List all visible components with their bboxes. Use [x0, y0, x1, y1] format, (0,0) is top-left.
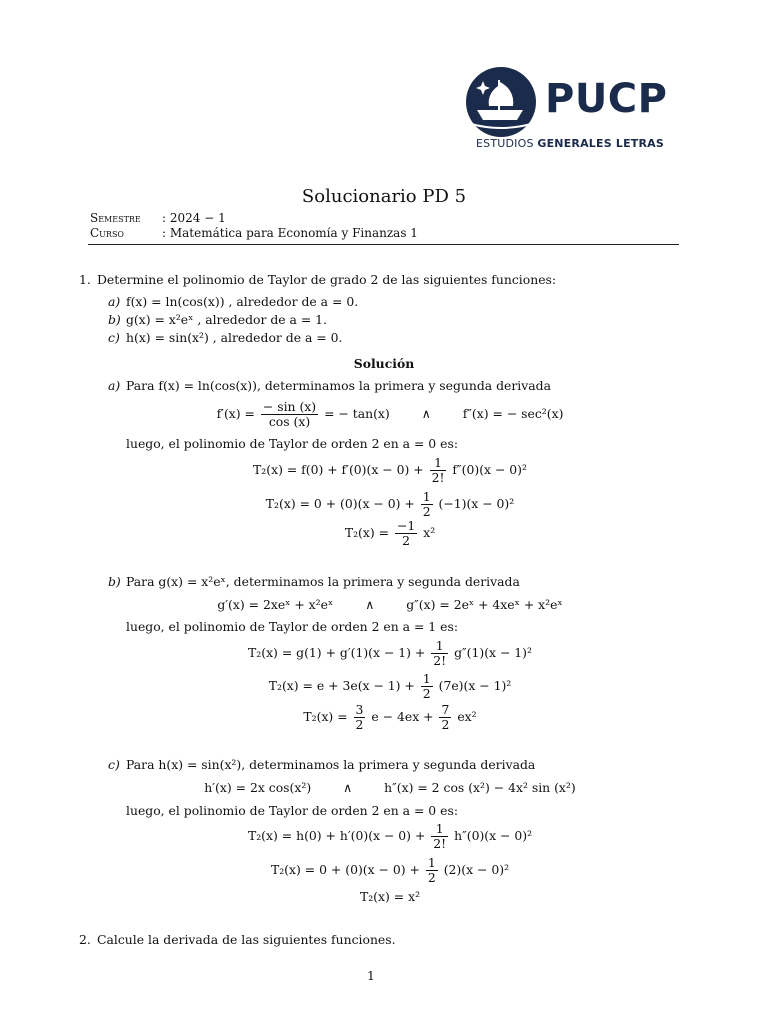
second-derivative: h″(x) = 2 cos (x²) − 4x² sin (x²) — [384, 780, 576, 795]
fraction-numerator: 3 — [355, 702, 364, 717]
part-a-label: a) — [108, 378, 121, 393]
fraction-denominator: 2 — [422, 686, 431, 701]
part-a-taylor-1 — [200, 456, 580, 485]
fraction-denominator: 2! — [433, 836, 447, 851]
part-c-derivatives — [180, 780, 600, 795]
taylor-fraction — [426, 856, 438, 885]
fraction-numerator: 1 — [431, 822, 448, 837]
taylor-fraction — [354, 703, 366, 732]
curso-label: Curso — [90, 226, 124, 240]
taylor-fraction — [421, 672, 433, 701]
taylor-lhs: T₂(x) = 0 + (0)(x − 0) + — [270, 862, 420, 877]
taylor-rhs: ex² — [457, 709, 477, 724]
part-b-intro: Para g(x) = x²eˣ, determinamos la primera y segunda derivada — [126, 574, 520, 589]
fraction-numerator: −1 — [396, 518, 416, 533]
header-divider — [88, 244, 679, 245]
part-b-taylor-3 — [200, 703, 580, 732]
q1-statement: Determine el polinomio de Taylor de grado 2 de las siguientes funciones: — [97, 272, 557, 287]
first-derivative: h′(x) = 2x cos(x²) — [204, 780, 312, 795]
taylor-fraction — [431, 639, 448, 668]
q1-item-label: b) — [108, 312, 121, 327]
fraction-denominator: 2 — [402, 533, 411, 548]
part-a-intro: Para f(x) = ln(cos(x)), determinamos la primera y segunda derivada — [126, 378, 551, 393]
q1-item-label: c) — [108, 330, 120, 345]
fraction-numerator: 1 — [422, 671, 431, 686]
pucp-logo — [463, 66, 679, 156]
semestre-label: Semestre — [90, 211, 141, 225]
fraction-numerator: 1 — [431, 639, 448, 654]
fraction-numerator: 1 — [430, 456, 447, 471]
fraction-numerator: 1 — [427, 855, 436, 870]
taylor-rhs: f″(0)(x − 0)² — [452, 462, 527, 477]
first-derivative: g′(x) = 2xeˣ + x²eˣ — [217, 597, 334, 612]
page-number: 1 — [367, 968, 375, 983]
taylor-rhs: (2)(x − 0)² — [443, 862, 510, 877]
q1-item-text: h(x) = sin(x²) , alrededor de a = 0. — [126, 330, 343, 345]
taylor-fraction — [439, 703, 451, 732]
logo-wordmark: PUCP — [545, 76, 668, 122]
part-c-taylor-3: T₂(x) = x² — [359, 889, 421, 904]
semestre-value: : 2024 − 1 — [162, 211, 226, 225]
deriv-rest: = − tan(x) — [324, 406, 390, 421]
q1-item-text: g(x) = x²eˣ , alrededor de a = 1. — [126, 312, 327, 327]
part-b-label: b) — [108, 574, 121, 589]
taylor-lhs: T₂(x) = e + 3e(x − 1) + — [268, 678, 415, 693]
part-b-taylor-1 — [200, 639, 580, 668]
part-c-label: c) — [108, 757, 120, 772]
fraction-denominator: 2! — [433, 653, 447, 668]
taylor-fraction — [395, 519, 417, 548]
part-c-luego: luego, el polinomio de Taylor de orden 2 en a = 0 es: — [126, 803, 458, 818]
taylor-middle: e − 4ex + — [371, 709, 434, 724]
document-title: Solucionario PD 5 — [301, 186, 467, 207]
part-a-taylor-3 — [200, 519, 580, 548]
and-symbol: ∧ — [421, 406, 431, 421]
logo-subtitle — [476, 137, 664, 150]
second-derivative: f″(x) = − sec²(x) — [462, 406, 564, 421]
part-a-derivatives — [180, 400, 600, 429]
fraction-denominator: 2 — [427, 870, 436, 885]
fraction-denominator: 2 — [355, 717, 364, 732]
deriv-denominator: cos (x) — [268, 414, 311, 429]
deriv-numerator: − sin (x) — [262, 399, 317, 414]
fraction-denominator: 2! — [431, 470, 445, 485]
taylor-rhs: (7e)(x − 1)² — [438, 678, 512, 693]
taylor-lhs: T₂(x) = — [303, 709, 348, 724]
taylor-lhs: T₂(x) = — [344, 525, 390, 540]
solution-heading: Solución — [353, 356, 415, 371]
q2-number: 2. — [79, 932, 91, 947]
taylor-lhs: T₂(x) = g(1) + g′(1)(x − 1) + — [248, 645, 426, 660]
taylor-rhs: g″(1)(x − 1)² — [454, 645, 532, 660]
deriv-fraction — [261, 400, 318, 429]
part-c-intro: Para h(x) = sin(x²), determinamos la primera y segunda derivada — [126, 757, 536, 772]
and-symbol: ∧ — [343, 780, 353, 795]
fraction-denominator: 2 — [441, 717, 450, 732]
q1-item-label: a) — [108, 294, 121, 309]
q2-statement: Calcule la derivada de las siguientes funciones. — [97, 932, 396, 947]
part-c-taylor-1 — [200, 822, 580, 851]
fraction-numerator: 1 — [422, 489, 431, 504]
part-b-taylor-2 — [200, 672, 580, 701]
logo-subtitle-bold: GENERALES LETRAS — [537, 137, 665, 150]
taylor-fraction — [431, 822, 448, 851]
logo-subtitle-plain: ESTUDIOS — [476, 137, 538, 150]
taylor-rhs: h″(0)(x − 0)² — [454, 828, 533, 843]
deriv-lhs: f′(x) = — [216, 406, 255, 421]
taylor-rhs: (−1)(x − 0)² — [438, 496, 515, 511]
fraction-denominator: 2 — [422, 504, 431, 519]
taylor-lhs: T₂(x) = 0 + (0)(x − 0) + — [265, 496, 415, 511]
q1-item-text: f(x) = ln(cos(x)) , alrededor de a = 0. — [126, 294, 359, 309]
taylor-fraction — [421, 490, 433, 519]
part-a-luego: luego, el polinomio de Taylor de orden 2 en a = 0 es: — [126, 436, 458, 451]
taylor-lhs: T₂(x) = h(0) + h′(0)(x − 0) + — [247, 828, 426, 843]
and-symbol: ∧ — [365, 597, 375, 612]
part-c-taylor-2 — [200, 856, 580, 885]
second-derivative: g″(x) = 2eˣ + 4xeˣ + x²eˣ — [406, 597, 563, 612]
part-b-luego: luego, el polinomio de Taylor de orden 2 en a = 1 es: — [126, 619, 458, 634]
q1-number: 1. — [79, 272, 91, 287]
taylor-lhs: T₂(x) = f(0) + f′(0)(x − 0) + — [253, 462, 424, 477]
ship-emblem-icon — [463, 66, 539, 138]
taylor-rhs: x² — [423, 525, 436, 540]
taylor-fraction — [430, 456, 447, 485]
curso-value: : Matemática para Economía y Finanzas 1 — [162, 226, 418, 240]
part-a-taylor-2 — [200, 490, 580, 519]
part-b-derivatives — [180, 597, 600, 612]
fraction-numerator: 7 — [441, 702, 450, 717]
